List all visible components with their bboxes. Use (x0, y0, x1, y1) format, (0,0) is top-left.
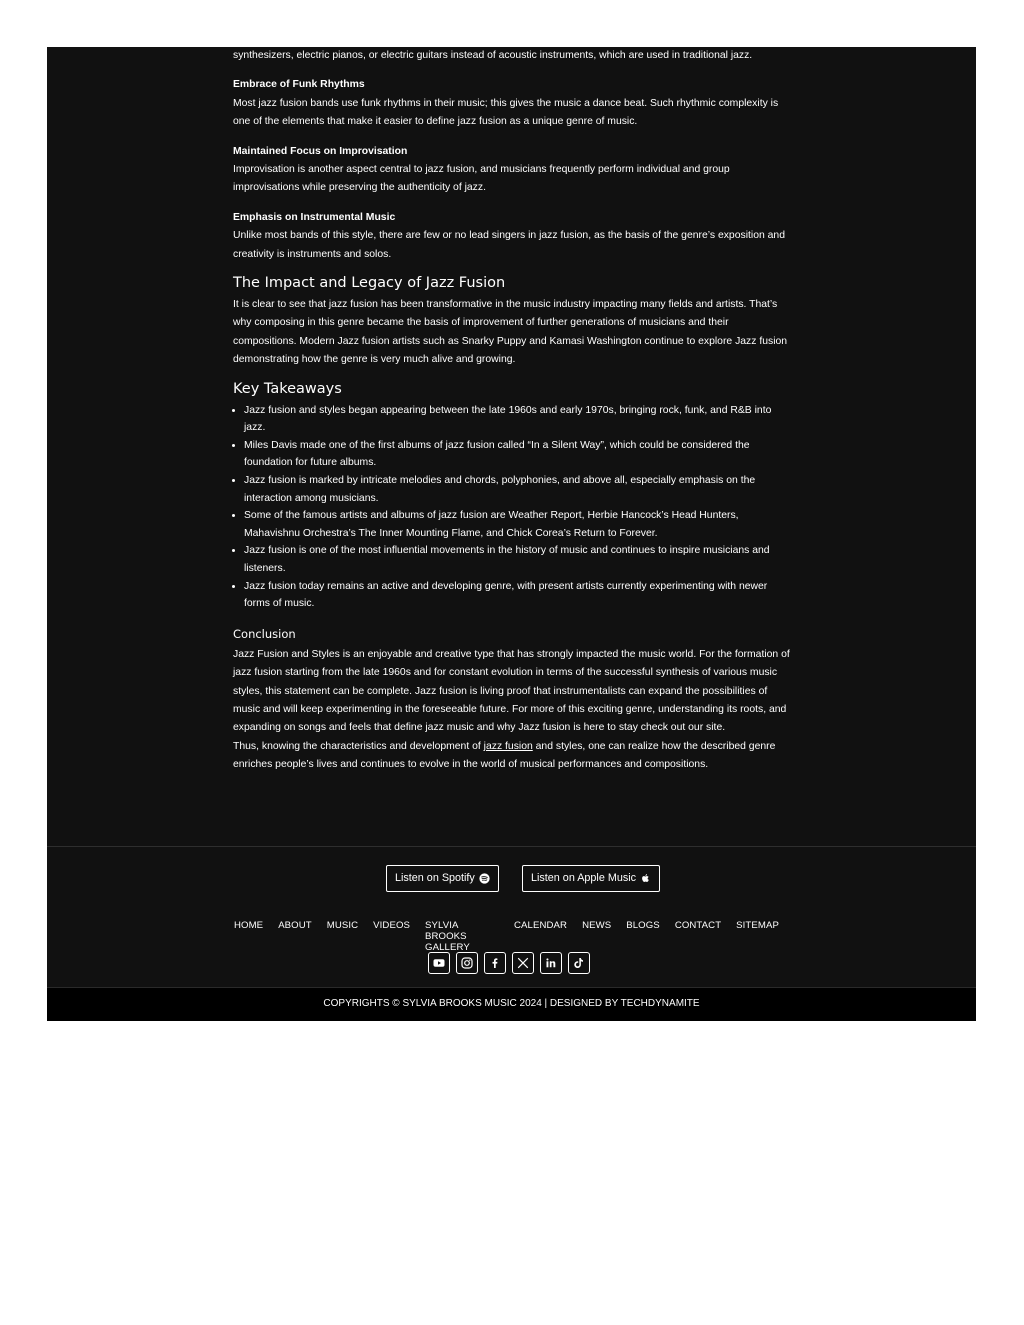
footer-nav-music[interactable]: MUSIC (326, 920, 359, 931)
apple-button-label: Listen on Apple Music (531, 872, 637, 884)
impact-text: It is clear to see that jazz fusion has been transformative in the music industry impacting many fields and artists. That’s why composing in this genre became the basis of improvement of further generations of musicians and their compositions. Modern Jazz fusion artists such as Snarky Puppy and Kamasi Washington continue to explore Jazz fusion demonstrating how the genre is very much alive and growing. (233, 299, 788, 366)
takeaways-heading: Key Takeaways (233, 380, 342, 397)
final-text-before: Thus, knowing the characteristics and development of (233, 740, 484, 752)
footer-nav-sitemap[interactable]: SITEMAP (736, 920, 779, 931)
final-text-after: and styles, one can realize how the described genre enriches people’s lives and continues to evolve in the world of musical performances and compositions. (233, 740, 776, 771)
feature-text: Unlike most bands of this style, there are few or no lead singers in jazz fusion, as the basis of the genre’s exposition and creativity is instruments and solos. (233, 230, 785, 260)
youtube-icon (433, 957, 445, 969)
list-item: • Jazz fusion and styles began appearing between the late 1960s and early 1970s, bringing rock, funk, and R&B into jazz. (244, 402, 793, 437)
linkedin-link[interactable] (540, 952, 562, 974)
final-paragraph (233, 738, 793, 775)
footer-nav (234, 920, 794, 953)
footer-divider (47, 846, 976, 847)
footer-nav-blogs[interactable]: BLOGS (626, 920, 660, 931)
intro-tail-text: synthesizers, electric pianos, or electric guitars instead of acoustic instruments, which are used in traditional jazz. (233, 50, 753, 61)
apple-icon (640, 873, 651, 884)
footer-nav-gallery[interactable]: SYLVIA BROOKS GALLERY (425, 920, 470, 953)
feature-title: Emphasis on Instrumental Music (233, 211, 396, 223)
x-icon (517, 957, 529, 969)
youtube-link[interactable] (428, 952, 450, 974)
footer-nav-calendar[interactable]: CALENDAR (514, 920, 568, 931)
impact-heading: The Impact and Legacy of Jazz Fusion (233, 275, 506, 292)
list-item: • Some of the famous artists and albums of jazz fusion are Weather Report, Herbie Hancock’s Head Hunters, Mahavishnu Orchestra’s The Inner Mounting Flame, and Chick Corea’s Return to Forever. (244, 507, 793, 542)
instagram-icon (461, 957, 473, 969)
instagram-link[interactable] (456, 952, 478, 974)
conclusion-text: Jazz Fusion and Styles is an enjoyable and creative type that has strongly impacted the music world. For the formation of jazz fusion starting from the late 1960s and for constant evolution in terms of the successful synthesis of various music styles, this statement can be complete. Jazz fusion is living proof that instrumentalists can expand the possibilities of music and will keep experimenting in the foreseeable future. For more of this exciting genre, understanding its roots, and expanding on songs and feels that define jazz music and why Jazz fusion is here to stay check out our site. (233, 648, 790, 734)
list-item: • Miles Davis made one of the first albums of jazz fusion called “In a Silent Way”, which could be considered the foundation for future albums. (244, 437, 793, 472)
footer-nav-news[interactable]: NEWS (582, 920, 612, 931)
x-link[interactable] (512, 952, 534, 974)
facebook-icon (489, 957, 501, 969)
listen-on-apple-music-button[interactable] (522, 865, 660, 892)
social-links (428, 952, 590, 974)
takeaways-list (233, 402, 793, 613)
footer-nav-contact[interactable]: CONTACT (674, 920, 722, 931)
copyright-bar (47, 987, 976, 1021)
spotify-icon (479, 873, 490, 884)
jazz-fusion-link[interactable]: jazz fusion (483, 740, 533, 752)
footer-nav-home[interactable]: HOME (234, 920, 264, 931)
feature-text: Improvisation is another aspect central to jazz fusion, and musicians frequently perform individual and group improvisations while preserving the authenticity of jazz. (233, 164, 730, 194)
footer-nav-videos[interactable]: VIDEOS (373, 920, 411, 931)
tiktok-link[interactable] (568, 952, 590, 974)
footer-nav-about[interactable]: ABOUT (278, 920, 312, 931)
list-item: • Jazz fusion is one of the most influential movements in the history of music and continues to inspire musicians and listeners. (244, 542, 793, 577)
copyright-text: COPYRIGHTS © SYLVIA BROOKS MUSIC 2024 | DESIGNED BY TECHDYNAMITE (323, 998, 700, 1009)
feature-improvisation (233, 143, 793, 198)
feature-text: Most jazz fusion bands use funk rhythms in their music; this gives the music a dance beat. Such rhythmic complexity is one of the elements that make it easier to define jazz fusion as a unique genre of music. (233, 97, 779, 128)
tiktok-icon (573, 957, 585, 969)
feature-title: Embrace of Funk Rhythms (233, 79, 365, 91)
conclusion-heading: Conclusion (233, 626, 296, 641)
feature-instrumental (233, 209, 793, 264)
spotify-button-label: Listen on Spotify (395, 872, 475, 884)
article-body (233, 47, 793, 775)
feature-funk (233, 76, 793, 131)
list-item: • Jazz fusion today remains an active and developing genre, with present artists currently experimenting with newer forms of music. (244, 578, 793, 613)
facebook-link[interactable] (484, 952, 506, 974)
listen-on-spotify-button[interactable] (386, 865, 499, 892)
feature-title: Maintained Focus on Improvisation (233, 145, 408, 157)
linkedin-icon (545, 957, 557, 969)
list-item: • Jazz fusion is marked by intricate melodies and chords, polyphonies, and above all, especially emphasis on the interaction among musicians. (244, 472, 793, 507)
